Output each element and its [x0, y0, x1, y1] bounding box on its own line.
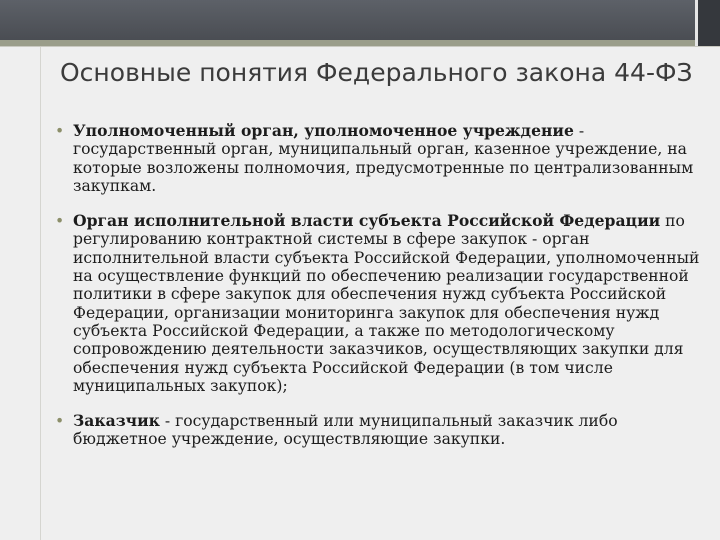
definition-text: - государственный орган, муниципальный орган, казенное учреждение, на которые возложены полномочия, предусмотренные по централизованным закупкам.	[73, 122, 694, 195]
list-item	[55, 122, 703, 195]
bullet-icon: •	[55, 212, 65, 231]
definition-term: Заказчик	[73, 411, 160, 431]
definition-text: по регулированию контрактной системы в сфере закупок - орган исполнительной власти субъекта Российской Федерации, уполномоченный на осуществление функций по обеспечению реализации государственной политики в сфере закупок для обеспечения нужд субъекта Российской Федерации, организации мониторинга закупок для обеспечения нужд субъекта Российской Федерации, а также по методологическому сопровождению деятельности заказчиков, осуществляющих закупки для обеспечения нужд субъекта Российской Федерации (в том числе муниципальных закупок);	[73, 212, 700, 395]
definition-term: Уполномоченный орган, уполномоченное учреждение	[73, 121, 574, 140]
definition-text: - государственный или муниципальный заказчик либо бюджетное учреждение, осуществляющие закупки.	[73, 412, 618, 449]
left-margin-line	[40, 47, 41, 540]
corner-decoration	[698, 0, 720, 46]
definition-term: Орган исполнительной власти субъекта Российской Федерации	[73, 211, 661, 231]
bullet-icon: •	[55, 122, 65, 140]
list-item	[55, 412, 703, 449]
header-divider	[0, 46, 720, 47]
header-bar	[0, 0, 720, 40]
definitions-list	[55, 122, 703, 449]
slide-title: Основные понятия Федерального закона 44-ФЗ	[60, 58, 693, 87]
bullet-icon: •	[55, 412, 65, 431]
list-item	[55, 212, 703, 395]
